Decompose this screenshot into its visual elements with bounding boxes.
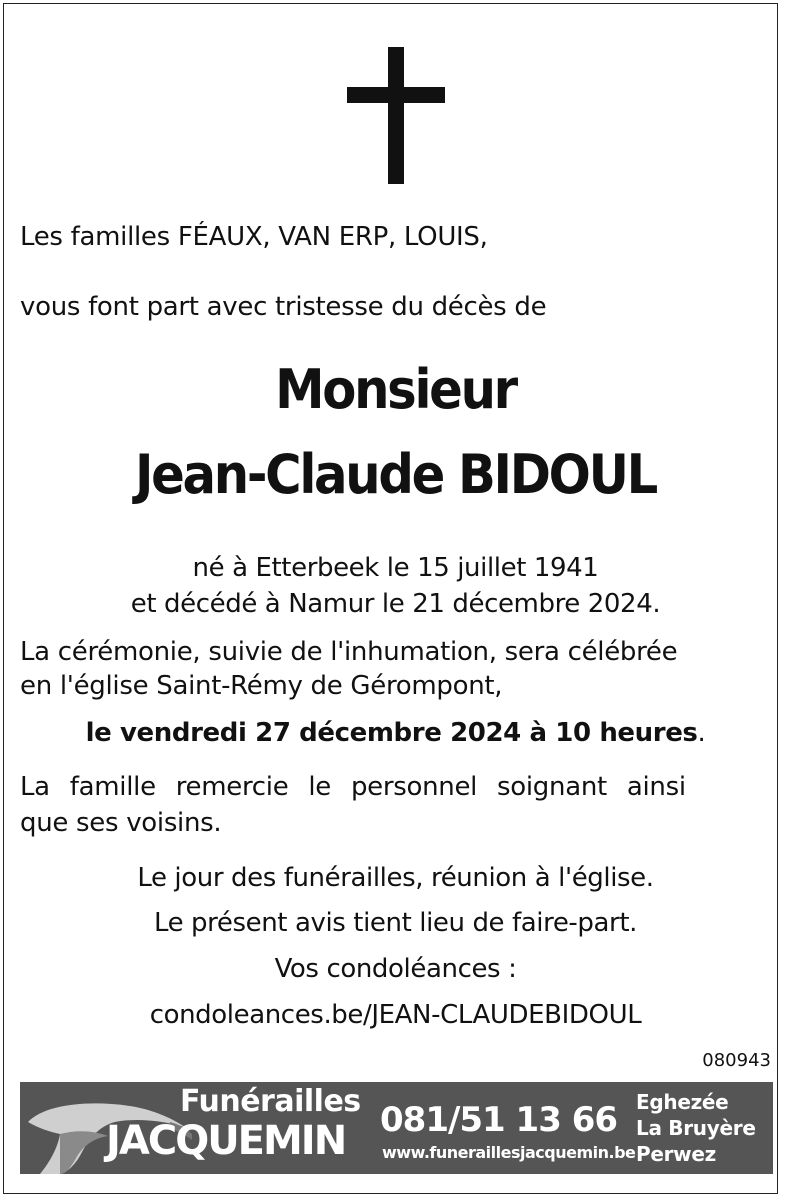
ceremony-line-1: La cérémonie, suivie de l'inhumation, sera célébrée xyxy=(20,637,678,667)
intro-line-2: vous font part avec tristesse du décès de xyxy=(20,292,547,322)
meeting-info: Le jour des funérailles, réunion à l'église. xyxy=(137,863,654,893)
ceremony-date xyxy=(0,718,791,748)
death-info: et décédé à Namur le 21 décembre 2024. xyxy=(130,589,661,619)
phone-number[interactable]: 081/51 13 66 xyxy=(380,1100,618,1140)
faire-part-info: Le présent avis tient lieu de faire-part. xyxy=(153,908,638,938)
brand-line-1: Funérailles xyxy=(180,1084,361,1119)
ceremony-date-period: . xyxy=(697,718,706,748)
condolences-label: Vos condoléances : xyxy=(274,954,517,984)
intro-line-1: Les familles FÉAUX, VAN ERP, LOUIS, xyxy=(20,222,488,252)
condolences-link[interactable]: condoleances.be/JEAN-CLAUDEBIDOUL xyxy=(149,1000,642,1030)
reference-number: 080943 xyxy=(702,1050,771,1071)
birth-info: né à Etterbeek le 15 juillet 1941 xyxy=(192,553,599,583)
deceased-title: Monsieur xyxy=(275,358,516,421)
website-link[interactable]: www.funeraillesjacquemin.be xyxy=(382,1143,636,1162)
ceremony-line-2: en l'église Saint-Rémy de Gérompont, xyxy=(20,671,503,701)
deceased-name: Jean-Claude BIDOUL xyxy=(134,443,657,506)
brand-line-2: JACQUEMIN xyxy=(106,1118,346,1164)
thanks-line-1: La famille remercie le personnel soignant ainsi xyxy=(20,772,686,802)
city-perwez: Perwez xyxy=(636,1142,716,1166)
city-la-bruyere: La Bruyère xyxy=(636,1116,756,1140)
city-eghezee: Eghezée xyxy=(636,1090,729,1114)
ceremony-date-text: le vendredi 27 décembre 2024 à 10 heures xyxy=(85,718,698,748)
thanks-line-2: que ses voisins. xyxy=(20,808,222,838)
